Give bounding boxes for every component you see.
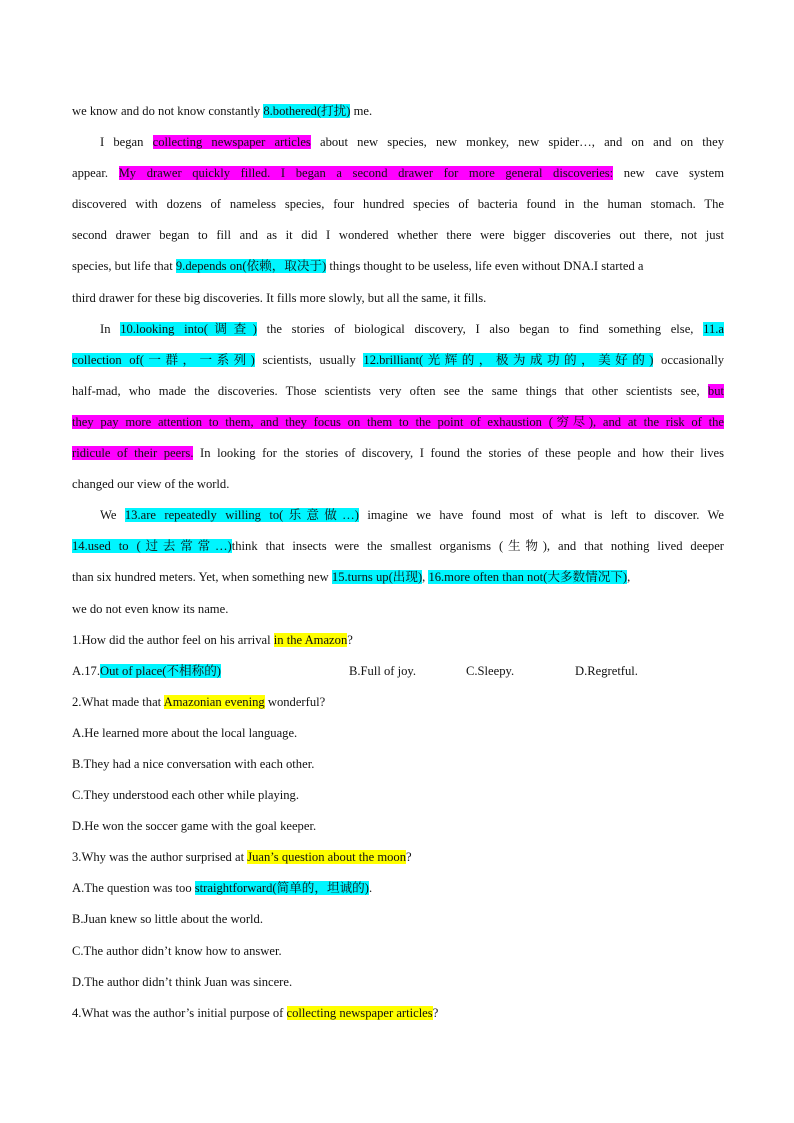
- text: me.: [350, 104, 373, 118]
- option-a: [72, 873, 724, 904]
- text: 2.What made that: [72, 694, 164, 709]
- text: .: [368, 881, 373, 896]
- vocab-highlight: 11.a: [703, 321, 724, 336]
- text: 4.What was the author’s initial purpose of: [72, 1005, 287, 1020]
- text: We: [100, 508, 125, 523]
- vocab-highlight: 16.more often than not(大多数情况下): [428, 570, 628, 585]
- key-sentence-highlight: they pay more attention to them, and they focus on them to the point of exhaustion (穷尽), and at the risk of the: [72, 414, 724, 429]
- text: 3.Why was the author surprised at: [72, 850, 248, 865]
- vocab-highlight: 10.looking into(调查): [120, 321, 257, 336]
- passage-line: [72, 314, 724, 345]
- key-sentence-highlight: ridicule of their peers.: [72, 446, 194, 461]
- passage-line: changed our view of the world.: [72, 477, 230, 492]
- question-highlight: collecting newspaper articles: [286, 1005, 433, 1020]
- text: 1.How did the author feel on his arrival: [72, 632, 274, 647]
- text: imagine we have found most of what is left to discover. We: [358, 508, 724, 523]
- vocab-highlight: straightforward(简单的，坦诚的): [194, 881, 369, 896]
- text: ?: [406, 850, 412, 865]
- text: we know and do not know constantly: [72, 104, 264, 118]
- question-stem: [72, 687, 724, 718]
- option-a: A.He learned more about the local language.: [72, 725, 298, 740]
- question-highlight: Amazonian evening: [163, 694, 265, 709]
- text: In: [100, 321, 121, 336]
- question-stem: [72, 625, 724, 656]
- key-sentence-highlight: My drawer quickly filled. I began a second drawer for more general discoveries:: [118, 166, 614, 181]
- passage-line: discovered with dozens of nameless species, four hundred species of bacteria found in the human stomach. The: [72, 197, 724, 212]
- passage-line: [72, 127, 724, 158]
- document-page: [72, 96, 724, 1029]
- vocab-highlight: 9.depends on(依赖，取决于): [175, 259, 327, 274]
- question-stem: [72, 842, 724, 873]
- option-b: B.Full of joy.: [349, 663, 417, 678]
- text: ?: [347, 632, 353, 647]
- text: In looking for the stories of discovery, I found the stories of these people and how their lives: [193, 446, 724, 461]
- passage-line: [72, 158, 724, 189]
- option-b: B.They had a nice conversation with each other.: [72, 756, 315, 771]
- key-sentence-highlight: but: [707, 383, 724, 398]
- passage-line: [72, 345, 724, 376]
- option-d: D.The author didn’t think Juan was sincere.: [72, 974, 293, 989]
- passage-line: [72, 438, 724, 469]
- passage-line: second drawer began to fill and as it did I wondered whether there were bigger discoveries out there, not just: [72, 228, 724, 243]
- text: I began: [100, 135, 153, 150]
- vocab-highlight: 14.used to (过去常常…): [72, 539, 232, 554]
- text: scientists, usually: [254, 352, 364, 367]
- text: A.17.: [72, 663, 100, 678]
- text: species, but life that: [72, 259, 176, 274]
- option-c: C.They understood each other while playing.: [72, 788, 299, 803]
- vocab-highlight: Out of place(不相称的): [100, 663, 222, 678]
- question-stem: [72, 998, 724, 1029]
- question-highlight: in the Amazon: [273, 632, 348, 647]
- text: wonderful?: [264, 694, 326, 709]
- option-b: B.Juan knew so little about the world.: [72, 912, 263, 927]
- vocab-highlight: collection of(一群，一系列): [72, 352, 255, 367]
- text: ,: [627, 570, 631, 585]
- vocab-highlight: 15.turns up(出现): [331, 570, 423, 585]
- passage-line: [72, 376, 724, 407]
- key-sentence-highlight: collecting newspaper articles: [152, 135, 311, 150]
- option-d: D.He won the soccer game with the goal keeper.: [72, 819, 317, 834]
- text: half-mad, who made the discoveries. Those scientists very often see the same things that other scientists see,: [72, 383, 708, 398]
- passage-line: [72, 96, 724, 127]
- text: the stories of biological discovery, I also began to find something else,: [256, 321, 704, 336]
- passage-line: [72, 500, 724, 531]
- text: than six hundred meters. Yet, when something new: [72, 570, 332, 585]
- text: ,: [422, 570, 429, 585]
- text: things thought to be useless, life even without DNA.I started a: [326, 259, 644, 274]
- passage-line: [72, 407, 724, 438]
- question-highlight: Juan’s question about the moon: [247, 850, 407, 865]
- vocab-highlight: 8.bothered(打扰): [263, 104, 351, 118]
- question-options: [72, 656, 724, 687]
- option-a: [72, 656, 349, 687]
- passage-line: third drawer for these big discoveries. It fills more slowly, but all the same, it fills.: [72, 290, 487, 305]
- vocab-highlight: 12.brilliant(光辉的，极为成功的，美好的): [363, 352, 654, 367]
- option-c: C.The author didn’t know how to answer.: [72, 943, 282, 958]
- text: think that insects were the smallest organisms (生物), and that nothing lived deeper: [231, 539, 724, 554]
- vocab-highlight: 13.are repeatedly willing to(乐意做…): [124, 508, 359, 523]
- option-d: D.Regretful.: [575, 663, 638, 678]
- passage-line: [72, 531, 724, 562]
- text: new cave system: [613, 166, 724, 181]
- text: A.The question was too: [72, 881, 195, 896]
- text: ?: [432, 1005, 439, 1020]
- passage-line: [72, 251, 724, 282]
- text: appear.: [72, 166, 119, 181]
- text: about new species, new monkey, new spider…, and on and on they: [310, 135, 724, 150]
- option-c: C.Sleepy.: [466, 663, 515, 678]
- passage-line: we do not even know its name.: [72, 601, 229, 616]
- text: occasionally: [653, 352, 724, 367]
- passage-line: [72, 562, 724, 593]
